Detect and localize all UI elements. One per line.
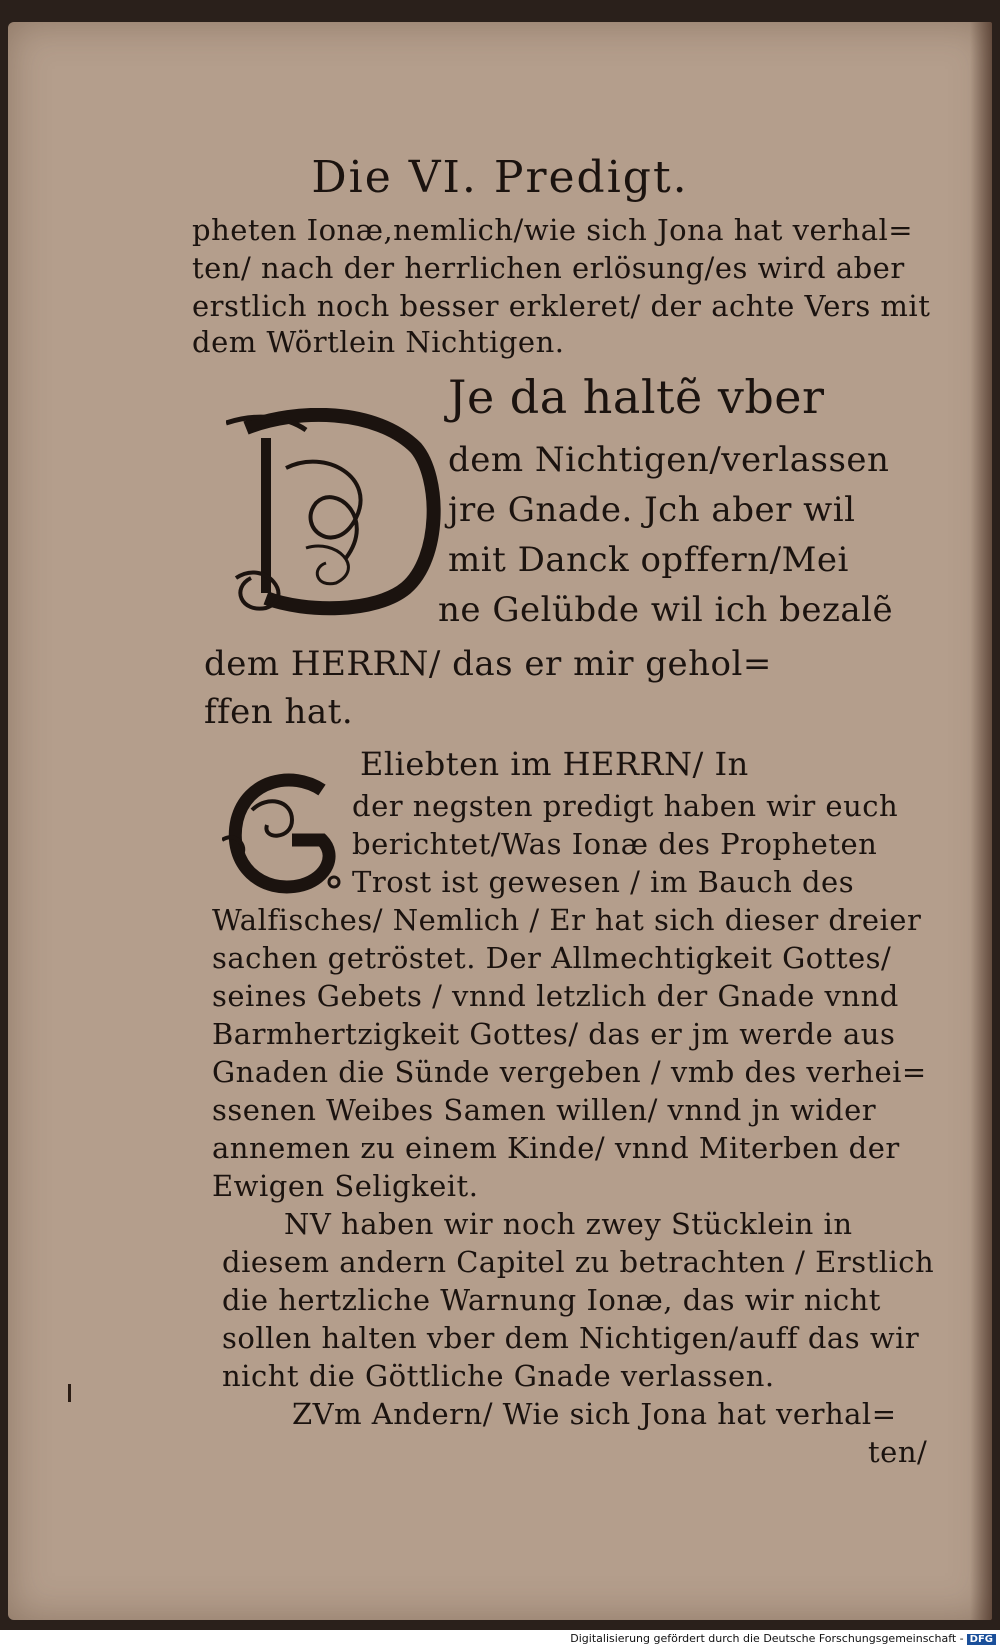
body-line: Barmhertzigkeit Gottes/ das er jm werde aus <box>212 1017 896 1051</box>
intro-line: erstlich noch besser erkleret/ der achte Vers mit <box>192 289 931 323</box>
body-line: nicht die Göttliche Gnade verlassen. <box>222 1359 775 1393</box>
body-line: diesem andern Capitel zu betrachten / Erstlich <box>222 1245 935 1279</box>
verse-line: ne Gelübde wil ich bezalẽ <box>438 590 894 630</box>
decorated-initial-g <box>222 770 352 900</box>
body-line: ten/ <box>868 1435 928 1469</box>
margin-mark <box>68 1384 71 1402</box>
body-line: seines Gebets / vnnd letzlich der Gnade vnnd <box>212 979 899 1013</box>
body-line: ZVm Andern/ Wie sich Jona hat verhal= <box>292 1397 897 1431</box>
footer-text: Digitalisierung gefördert durch die Deutsche Forschungsgemeinschaft - <box>570 1632 964 1645</box>
verse-line: mit Danck opffern/Mei <box>448 540 849 580</box>
body-line: die hertzliche Warnung Ionæ, das wir nicht <box>222 1283 881 1317</box>
verse-line: dem Nichtigen/verlassen <box>448 440 890 480</box>
verse-line: Je da haltẽ vber <box>448 370 825 424</box>
body-line: sollen halten vber dem Nichtigen/auff das wir <box>222 1321 920 1355</box>
body-line: Walfisches/ Nemlich / Er hat sich dieser dreier <box>212 903 922 937</box>
body-line: berichtet/Was Ionæ des Propheten <box>352 827 878 861</box>
intro-line: dem Wörtlein Nichtigen. <box>192 325 565 359</box>
body-line: sachen getröstet. Der Allmechtigkeit Gottes/ <box>212 941 892 975</box>
body-line: Eliebten im HERRN/ In <box>360 745 749 783</box>
intro-line: ten/ nach der herrlichen erlösung/es wird aber <box>192 251 905 285</box>
body-line: der negsten predigt haben wir euch <box>352 789 899 823</box>
book-page <box>8 22 992 1620</box>
digitization-footer <box>0 1630 1000 1648</box>
body-line: Gnaden die Sünde vergeben / vmb des verhei= <box>212 1055 927 1089</box>
verse-line: dem HERRN/ das er mir gehol= <box>204 644 772 684</box>
body-line: Ewigen Seligkeit. <box>212 1169 479 1203</box>
verse-line: jre Gnade. Jch aber wil <box>448 490 856 530</box>
dfg-logo: DFG <box>967 1634 996 1645</box>
body-line: Trost ist gewesen / im Bauch des <box>352 865 855 899</box>
body-line: ssenen Weibes Samen willen/ vnnd jn wider <box>212 1093 877 1127</box>
decorated-initial-d <box>226 408 446 618</box>
verse-line: ffen hat. <box>204 692 354 732</box>
intro-line: pheten Ionæ,nemlich/wie sich Jona hat verhal= <box>192 213 914 247</box>
page-header: Die VI. Predigt. <box>311 152 689 203</box>
body-line: NV haben wir noch zwey Stücklein in <box>284 1207 853 1241</box>
page-spine-shadow <box>970 22 992 1620</box>
body-line: annemen zu einem Kinde/ vnnd Miterben der <box>212 1131 900 1165</box>
